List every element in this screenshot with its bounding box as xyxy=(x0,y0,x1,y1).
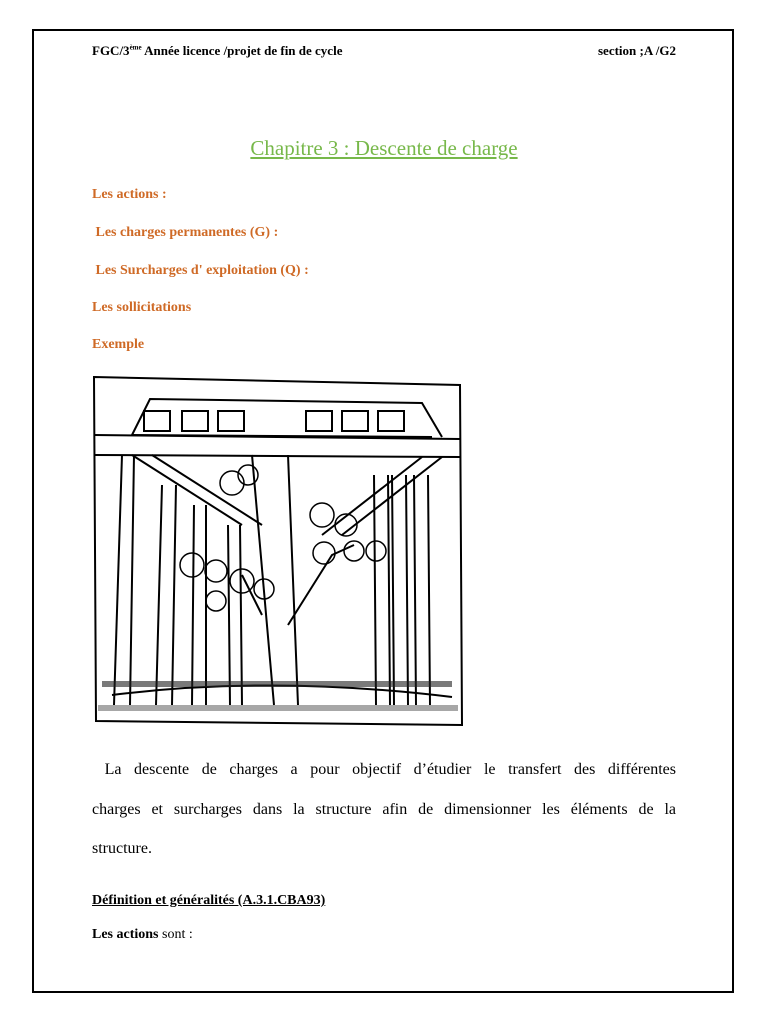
illustration-structure-drawing xyxy=(92,375,464,727)
actions-line: Les actions sont : xyxy=(92,927,193,942)
definition-heading: Définition et généralités (A.3.1.CBA93) xyxy=(92,893,326,908)
heading-permanent-loads: Les charges permanentes (G) : xyxy=(92,225,279,240)
heading-actions: Les actions : xyxy=(92,187,167,202)
paragraph-line-3: structure. xyxy=(92,840,152,857)
page-header xyxy=(92,43,676,59)
paragraph-line-1: La descente de charges a pour objectif d’étudier le transfert des différentes xyxy=(92,761,676,778)
header-section: section ;A /G2 xyxy=(598,43,676,58)
heading-sollicitations: Les sollicitations xyxy=(92,300,192,315)
heading-surcharges: Les Surcharges d' exploitation (Q) : xyxy=(92,263,309,278)
heading-example: Exemple xyxy=(92,337,145,352)
paragraph-line-2: charges et surcharges dans la structure afin de dimensionner les éléments de la xyxy=(92,801,676,818)
header-course: FGC/3ème Année licence /projet de fin de cycle xyxy=(92,43,343,58)
chapter-title: Chapitre 3 : Descente de charge xyxy=(250,136,518,160)
